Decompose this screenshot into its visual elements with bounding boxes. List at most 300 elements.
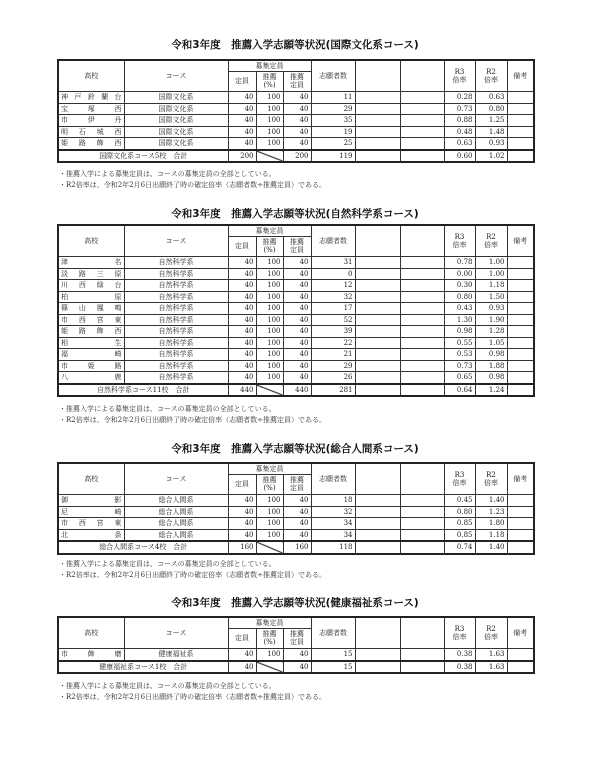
applicants: 25 (311, 138, 355, 150)
blank-cell (400, 280, 444, 292)
column-header: 募集定員 (228, 225, 311, 236)
course-name: 自然科学系 (124, 291, 228, 303)
blank-header (355, 463, 400, 495)
capacity: 40 (228, 506, 256, 518)
note-line: ・推薦入学による募集定員は、コースの募集定員の全部としている。 (59, 170, 276, 178)
blank-cell (400, 138, 444, 150)
remarks (507, 541, 534, 554)
capacity: 40 (228, 360, 256, 372)
school-name: 川西緑台 (58, 280, 124, 292)
column-header: 推薦 (%) (256, 474, 283, 494)
recommendation-capacity: 40 (283, 529, 311, 541)
note-line: ・推薦入学による募集定員は、コースの募集定員の全部としている。 (59, 560, 276, 568)
r2-ratio: 0.98 (475, 372, 507, 384)
school-name: 柏原 (58, 291, 124, 303)
remarks (507, 115, 534, 127)
school-name: 尼崎 (58, 506, 124, 518)
table-row (58, 326, 534, 338)
header-row (58, 463, 534, 474)
section-title: 令和3年度 推薦入学志願等状況(総合人間系コース) (171, 443, 419, 455)
slash-cell (256, 661, 283, 674)
column-header: 備考 (507, 225, 534, 257)
applicants: 34 (311, 529, 355, 541)
applicants: 15 (311, 649, 355, 661)
school-name: 津名 (58, 257, 124, 269)
remarks (507, 280, 534, 292)
recommendation-percent: 100 (256, 360, 283, 372)
school-name: 神戸鈴蘭台 (58, 92, 124, 104)
recommendation-capacity: 40 (283, 337, 311, 349)
total-r3-ratio: 0.64 (444, 384, 475, 397)
remarks (507, 126, 534, 138)
applicants: 19 (311, 126, 355, 138)
r3-ratio: 0.00 (444, 268, 475, 280)
r3-ratio: 0.30 (444, 280, 475, 292)
remarks (507, 518, 534, 530)
column-header: R2 倍率 (475, 225, 507, 257)
total-label: 総合人間系コース4校 合計 (58, 541, 228, 554)
total-r3-ratio: 0.38 (444, 661, 475, 674)
applicants: 31 (311, 257, 355, 269)
capacity: 40 (228, 138, 256, 150)
r3-ratio: 0.48 (444, 126, 475, 138)
column-header: 志願者数 (311, 617, 355, 649)
recommendation-capacity: 40 (283, 115, 311, 127)
column-header: 推薦 定員 (283, 236, 311, 256)
r2-ratio: 1.80 (475, 518, 507, 530)
enrollment-table (57, 462, 535, 555)
total-recommendation-capacity: 40 (283, 661, 311, 674)
total-applicants: 119 (311, 150, 355, 163)
course-name: 自然科学系 (124, 360, 228, 372)
table-row (58, 303, 534, 315)
school-name: 市西宮東 (58, 314, 124, 326)
capacity: 40 (228, 529, 256, 541)
r2-ratio: 1.05 (475, 337, 507, 349)
blank-cell (355, 291, 400, 303)
blank-cell (400, 649, 444, 661)
column-header: 備考 (507, 60, 534, 92)
table-row (58, 291, 534, 303)
school-name: 北条 (58, 529, 124, 541)
blank-header (400, 60, 444, 92)
blank-cell (355, 360, 400, 372)
column-header: R3 倍率 (444, 60, 475, 92)
total-label: 自然科学系コース11校 合計 (58, 384, 228, 397)
note-line: ・R2倍率は、令和2年2月6日出願終了時の確定倍率（志願者数÷推薦定員）である。 (59, 571, 326, 579)
recommendation-percent: 100 (256, 103, 283, 115)
remarks (507, 349, 534, 361)
school-name: 篠山鳳鳴 (58, 303, 124, 315)
blank-cell (400, 103, 444, 115)
column-header: 高校 (58, 463, 124, 495)
total-label: 国際文化系コース5校 合計 (58, 150, 228, 163)
blank-cell (355, 92, 400, 104)
recommendation-capacity: 40 (283, 349, 311, 361)
recommendation-capacity: 40 (283, 303, 311, 315)
recommendation-percent: 100 (256, 126, 283, 138)
course-name: 自然科学系 (124, 268, 228, 280)
recommendation-percent: 100 (256, 337, 283, 349)
r3-ratio: 0.55 (444, 337, 475, 349)
recommendation-percent: 100 (256, 326, 283, 338)
recommendation-capacity: 40 (283, 126, 311, 138)
blank-cell (400, 92, 444, 104)
applicants: 22 (311, 337, 355, 349)
school-name: 市西宮東 (58, 518, 124, 530)
blank-cell (400, 126, 444, 138)
school-name: 相生 (58, 337, 124, 349)
blank-cell (355, 372, 400, 384)
table-row (58, 115, 534, 127)
note-line: ・R2倍率は、令和2年2月6日出願終了時の確定倍率（志願者数÷推薦定員）である。 (59, 693, 326, 701)
capacity: 40 (228, 92, 256, 104)
blank-header (400, 225, 444, 257)
column-header: 高校 (58, 60, 124, 92)
column-header: コース (124, 617, 228, 649)
school-name: 福崎 (58, 349, 124, 361)
recommendation-capacity: 40 (283, 280, 311, 292)
recommendation-capacity: 40 (283, 326, 311, 338)
capacity: 40 (228, 372, 256, 384)
column-header: コース (124, 225, 228, 257)
recommendation-percent: 100 (256, 257, 283, 269)
recommendation-percent: 100 (256, 138, 283, 150)
r2-ratio: 0.98 (475, 349, 507, 361)
applicants: 32 (311, 291, 355, 303)
total-row (58, 384, 534, 397)
capacity: 40 (228, 518, 256, 530)
total-label: 健康福祉系コース1校 合計 (58, 661, 228, 674)
r2-ratio: 1.18 (475, 529, 507, 541)
blank-cell (400, 314, 444, 326)
recommendation-percent: 100 (256, 372, 283, 384)
school-name: 姫路飾西 (58, 326, 124, 338)
capacity: 40 (228, 495, 256, 507)
r3-ratio: 0.85 (444, 529, 475, 541)
blank-cell (355, 303, 400, 315)
table-row (58, 495, 534, 507)
recommendation-capacity: 40 (283, 138, 311, 150)
total-r2-ratio: 1.02 (475, 150, 507, 163)
remarks (507, 506, 534, 518)
table-row (58, 529, 534, 541)
blank-cell (400, 291, 444, 303)
blank-cell (400, 541, 444, 554)
recommendation-percent: 100 (256, 529, 283, 541)
header-row (58, 617, 534, 628)
school-name: 御影 (58, 495, 124, 507)
blank-cell (355, 541, 400, 554)
blank-cell (400, 360, 444, 372)
column-header: 推薦 定員 (283, 628, 311, 648)
remarks (507, 103, 534, 115)
blank-cell (355, 103, 400, 115)
applicants: 26 (311, 372, 355, 384)
course-name: 総合人間系 (124, 529, 228, 541)
section-notes (59, 404, 326, 426)
recommendation-capacity: 40 (283, 314, 311, 326)
table-row (58, 372, 534, 384)
column-header: 備考 (507, 617, 534, 649)
course-name: 健康福祉系 (124, 649, 228, 661)
blank-cell (355, 349, 400, 361)
blank-cell (355, 314, 400, 326)
course-name: 国際文化系 (124, 126, 228, 138)
blank-cell (355, 649, 400, 661)
r2-ratio: 1.90 (475, 314, 507, 326)
total-row (58, 150, 534, 163)
recommendation-capacity: 40 (283, 291, 311, 303)
column-header: R2 倍率 (475, 60, 507, 92)
blank-cell (400, 337, 444, 349)
r2-ratio: 1.18 (475, 280, 507, 292)
course-name: 自然科学系 (124, 303, 228, 315)
column-header: 志願者数 (311, 225, 355, 257)
recommendation-percent: 100 (256, 314, 283, 326)
course-name: 自然科学系 (124, 326, 228, 338)
section-notes (59, 559, 326, 581)
note-line: ・R2倍率は、令和2年2月6日出願終了時の確定倍率（志願者数÷推薦定員）である。 (59, 181, 326, 189)
recommendation-capacity: 40 (283, 268, 311, 280)
total-row (58, 541, 534, 554)
applicants: 29 (311, 103, 355, 115)
r2-ratio: 1.28 (475, 326, 507, 338)
total-applicants: 118 (311, 541, 355, 554)
capacity: 40 (228, 291, 256, 303)
blank-cell (400, 115, 444, 127)
table-row (58, 337, 534, 349)
column-header: 定員 (228, 474, 256, 494)
blank-cell (355, 268, 400, 280)
remarks (507, 649, 534, 661)
table-row (58, 103, 534, 115)
capacity: 40 (228, 268, 256, 280)
r2-ratio: 0.63 (475, 92, 507, 104)
blank-cell (355, 280, 400, 292)
blank-cell (400, 661, 444, 674)
school-name: 淡路三原 (58, 268, 124, 280)
applicants: 0 (311, 268, 355, 280)
r2-ratio: 1.63 (475, 649, 507, 661)
blank-cell (400, 529, 444, 541)
column-header: コース (124, 463, 228, 495)
table-row (58, 126, 534, 138)
applicants: 29 (311, 360, 355, 372)
note-line: ・推薦入学による募集定員は、コースの募集定員の全部としている。 (59, 405, 276, 413)
total-row (58, 661, 534, 674)
course-name: 自然科学系 (124, 280, 228, 292)
school-name: 市飾磨 (58, 649, 124, 661)
capacity: 40 (228, 314, 256, 326)
enrollment-table (57, 59, 535, 163)
total-r3-ratio: 0.74 (444, 541, 475, 554)
column-header: 志願者数 (311, 60, 355, 92)
table-row (58, 138, 534, 150)
column-header: 備考 (507, 463, 534, 495)
recommendation-capacity: 40 (283, 495, 311, 507)
applicants: 11 (311, 92, 355, 104)
blank-cell (355, 384, 400, 397)
blank-cell (355, 661, 400, 674)
capacity: 40 (228, 303, 256, 315)
recommendation-percent: 100 (256, 280, 283, 292)
r3-ratio: 0.43 (444, 303, 475, 315)
recommendation-capacity: 40 (283, 649, 311, 661)
blank-header (355, 617, 400, 649)
blank-cell (400, 495, 444, 507)
total-recommendation-capacity: 440 (283, 384, 311, 397)
table-row (58, 92, 534, 104)
column-header: 定員 (228, 71, 256, 91)
r3-ratio: 0.28 (444, 92, 475, 104)
total-applicants: 281 (311, 384, 355, 397)
remarks (507, 661, 534, 674)
remarks (507, 268, 534, 280)
r2-ratio: 0.93 (475, 138, 507, 150)
applicants: 39 (311, 326, 355, 338)
blank-cell (355, 150, 400, 163)
course-name: 国際文化系 (124, 138, 228, 150)
column-header: 定員 (228, 236, 256, 256)
applicants: 17 (311, 303, 355, 315)
r2-ratio: 1.50 (475, 291, 507, 303)
course-name: 総合人間系 (124, 518, 228, 530)
column-header: R2 倍率 (475, 463, 507, 495)
school-name: 八鹿 (58, 372, 124, 384)
blank-cell (355, 337, 400, 349)
recommendation-percent: 100 (256, 649, 283, 661)
remarks (507, 337, 534, 349)
table-row (58, 280, 534, 292)
recommendation-percent: 100 (256, 518, 283, 530)
recommendation-capacity: 40 (283, 518, 311, 530)
r3-ratio: 0.98 (444, 326, 475, 338)
blank-header (355, 60, 400, 92)
capacity: 40 (228, 649, 256, 661)
applicants: 52 (311, 314, 355, 326)
table-row (58, 506, 534, 518)
applicants: 34 (311, 518, 355, 530)
recommendation-capacity: 40 (283, 257, 311, 269)
r3-ratio: 0.63 (444, 138, 475, 150)
column-header: R3 倍率 (444, 463, 475, 495)
course-name: 自然科学系 (124, 257, 228, 269)
school-name: 宝塚西 (58, 103, 124, 115)
table-row (58, 268, 534, 280)
recommendation-percent: 100 (256, 115, 283, 127)
r3-ratio: 0.53 (444, 349, 475, 361)
r2-ratio: 1.48 (475, 126, 507, 138)
school-name: 明石城西 (58, 126, 124, 138)
column-header: R2 倍率 (475, 617, 507, 649)
r2-ratio: 0.93 (475, 303, 507, 315)
capacity: 40 (228, 326, 256, 338)
blank-cell (400, 150, 444, 163)
blank-cell (355, 506, 400, 518)
column-header: R3 倍率 (444, 225, 475, 257)
recommendation-capacity: 40 (283, 360, 311, 372)
blank-header (400, 463, 444, 495)
column-header: 推薦 (%) (256, 71, 283, 91)
applicants: 32 (311, 506, 355, 518)
table-row (58, 349, 534, 361)
school-name: 姫路飾西 (58, 138, 124, 150)
slash-cell (256, 541, 283, 554)
r2-ratio: 1.40 (475, 495, 507, 507)
recommendation-capacity: 40 (283, 506, 311, 518)
course-name: 自然科学系 (124, 337, 228, 349)
total-applicants: 15 (311, 661, 355, 674)
recommendation-percent: 100 (256, 92, 283, 104)
course-name: 自然科学系 (124, 349, 228, 361)
recommendation-capacity: 40 (283, 92, 311, 104)
column-header: 募集定員 (228, 617, 311, 628)
blank-cell (400, 268, 444, 280)
capacity: 40 (228, 280, 256, 292)
column-header: 高校 (58, 225, 124, 257)
applicants: 12 (311, 280, 355, 292)
column-header: 募集定員 (228, 60, 311, 71)
column-header: 高校 (58, 617, 124, 649)
slash-cell (256, 384, 283, 397)
blank-cell (400, 349, 444, 361)
enrollment-table (57, 616, 535, 674)
blank-cell (355, 326, 400, 338)
capacity: 40 (228, 115, 256, 127)
slash-cell (256, 150, 283, 163)
r3-ratio: 0.80 (444, 506, 475, 518)
total-capacity: 200 (228, 150, 256, 163)
total-r3-ratio: 0.60 (444, 150, 475, 163)
header-row (58, 225, 534, 236)
table-row (58, 649, 534, 661)
column-header: 募集定員 (228, 463, 311, 474)
section-title: 令和3年度 推薦入学志願等状況(健康福祉系コース) (171, 597, 419, 609)
remarks (507, 384, 534, 397)
blank-header (355, 225, 400, 257)
blank-cell (400, 372, 444, 384)
total-recommendation-capacity: 160 (283, 541, 311, 554)
section-title: 令和3年度 推薦入学志願等状況(国際文化系コース) (171, 39, 419, 51)
school-name: 市伊丹 (58, 115, 124, 127)
course-name: 総合人間系 (124, 506, 228, 518)
r3-ratio: 0.45 (444, 495, 475, 507)
r3-ratio: 0.80 (444, 291, 475, 303)
recommendation-percent: 100 (256, 495, 283, 507)
blank-header (400, 617, 444, 649)
capacity: 40 (228, 349, 256, 361)
blank-cell (355, 257, 400, 269)
recommendation-capacity: 40 (283, 372, 311, 384)
course-name: 自然科学系 (124, 314, 228, 326)
blank-cell (400, 518, 444, 530)
column-header: R3 倍率 (444, 617, 475, 649)
table-row (58, 257, 534, 269)
applicants: 18 (311, 495, 355, 507)
remarks (507, 314, 534, 326)
r3-ratio: 0.38 (444, 649, 475, 661)
note-line: ・R2倍率は、令和2年2月6日出願終了時の確定倍率（志願者数÷推薦定員）である。 (59, 416, 326, 424)
column-header: 推薦 定員 (283, 71, 311, 91)
r3-ratio: 0.73 (444, 103, 475, 115)
total-capacity: 160 (228, 541, 256, 554)
column-header: 推薦 (%) (256, 628, 283, 648)
r3-ratio: 1.30 (444, 314, 475, 326)
course-name: 国際文化系 (124, 103, 228, 115)
remarks (507, 529, 534, 541)
header-row (58, 60, 534, 71)
